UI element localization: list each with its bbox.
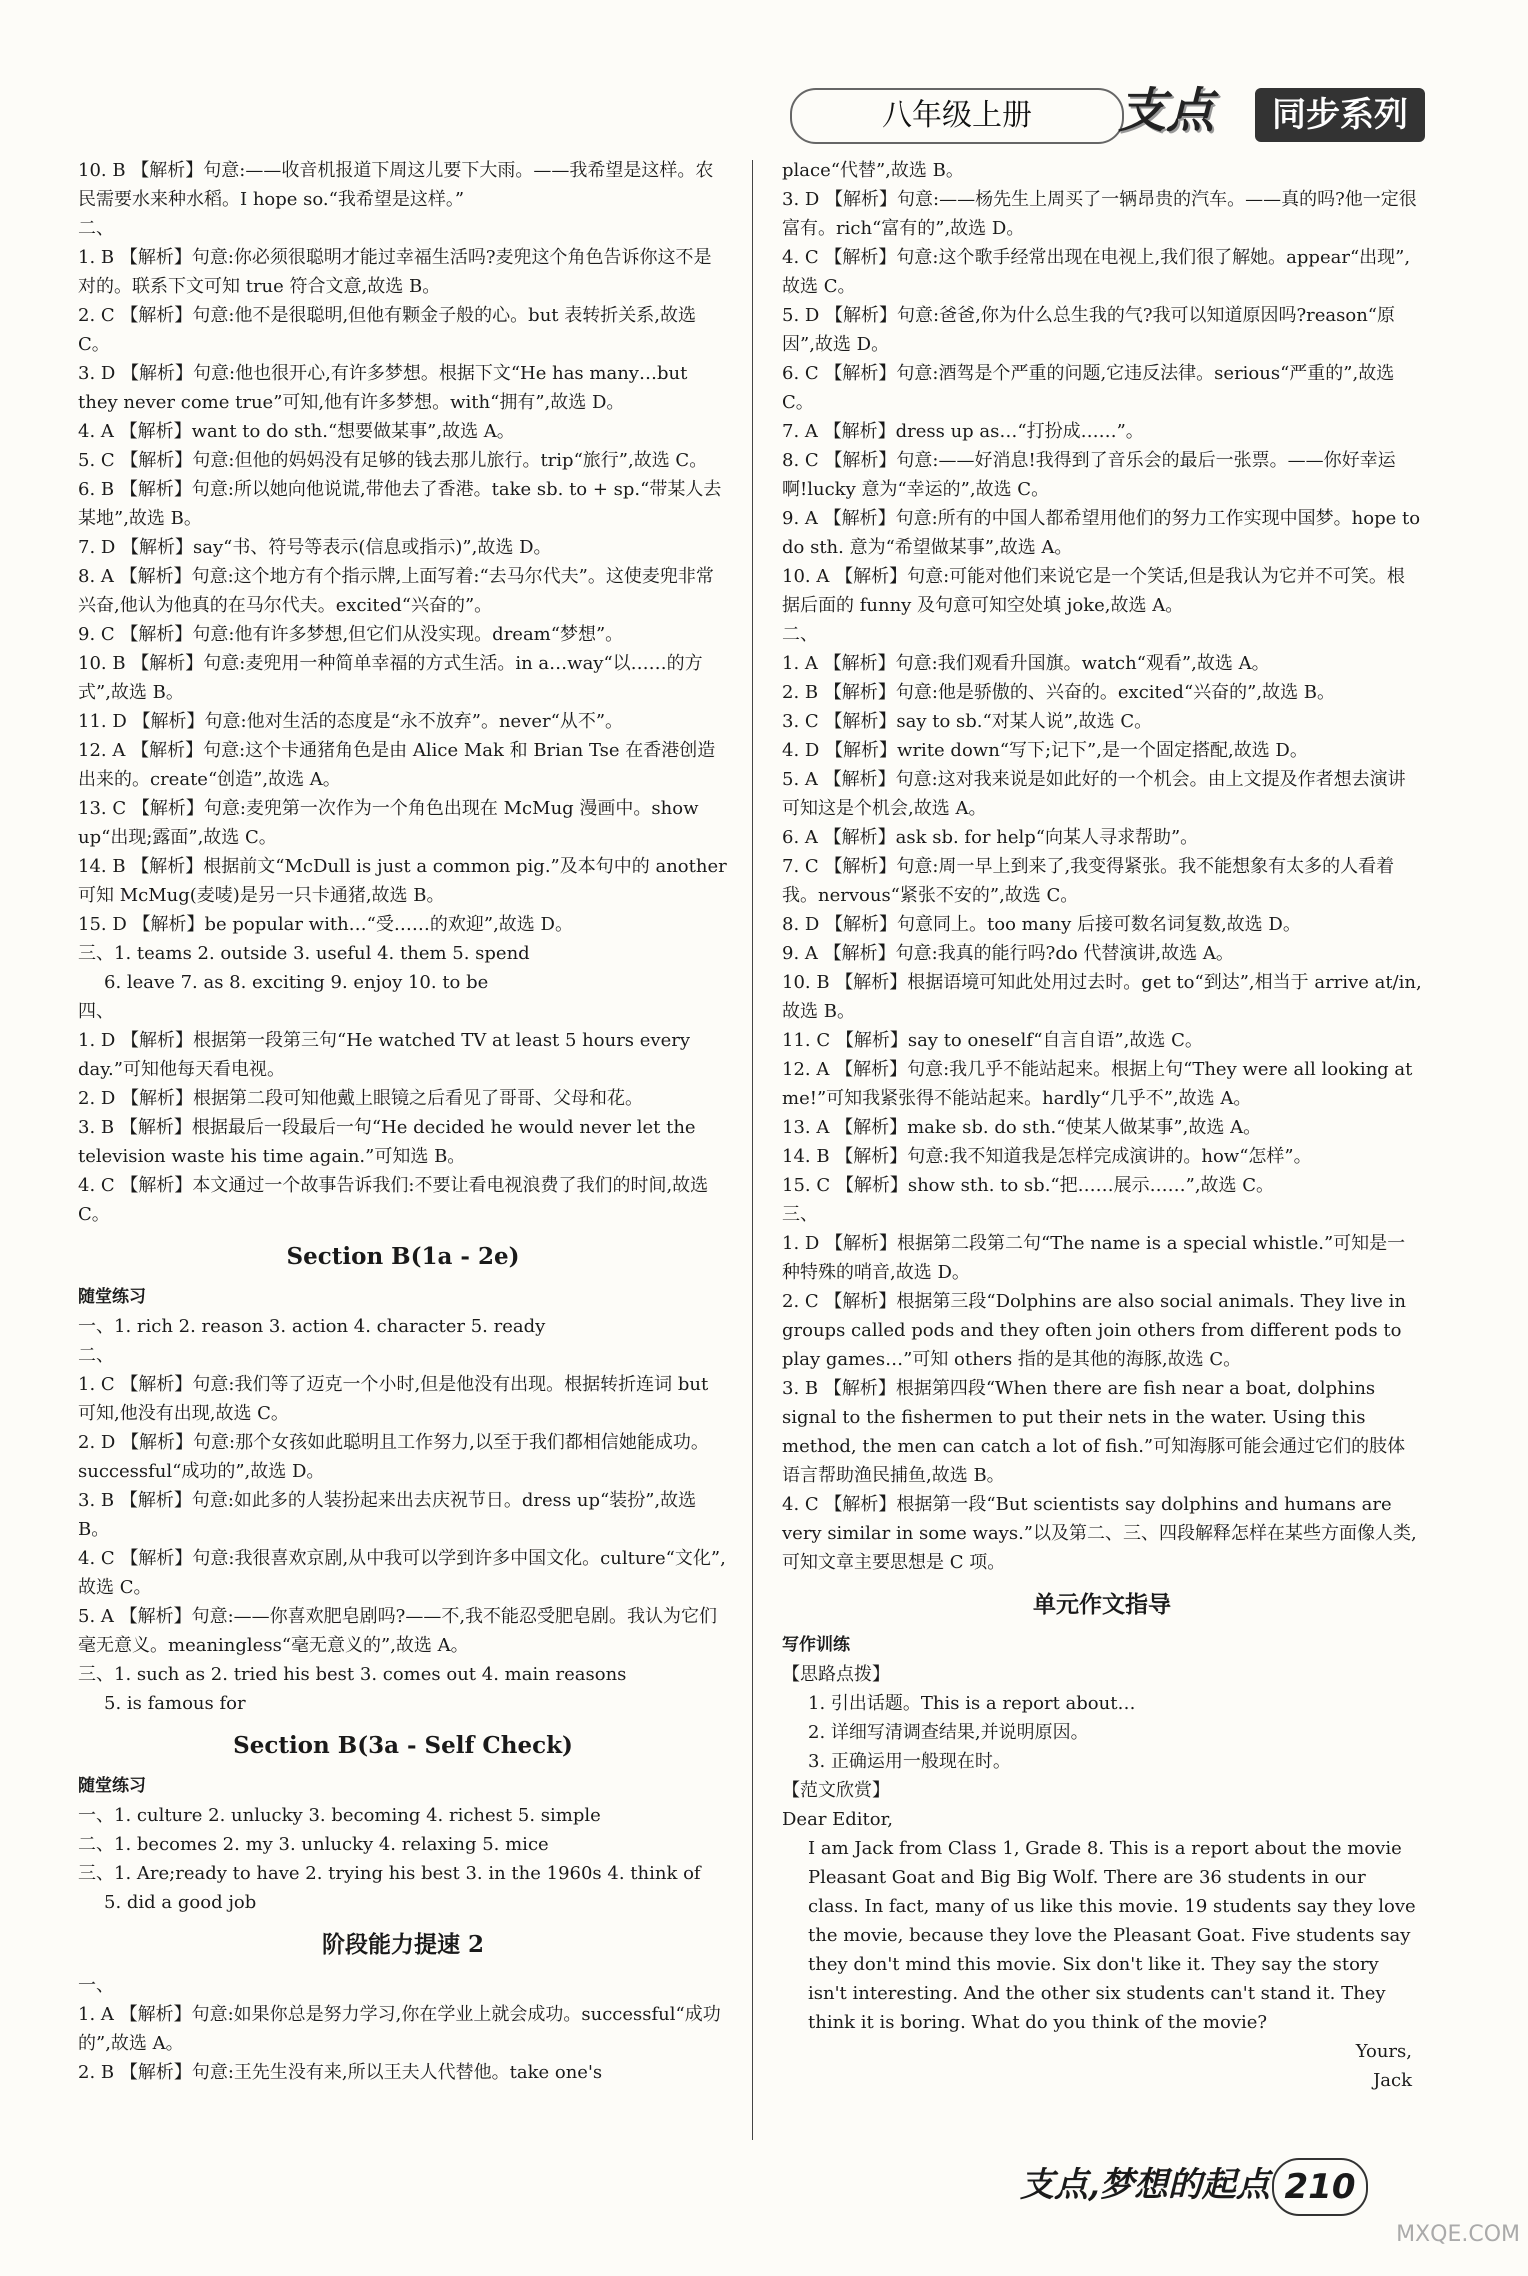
- answer-line: 4. C 【解析】本文通过一个故事告诉我们:不要让看电视浪费了我们的时间,故选 C。: [78, 1175, 709, 1225]
- answer-line: 12. A 【解析】句意:我几乎不能站起来。根据上句“They were all looking at me!”可知我紧张得不能站起来。hardly“几乎不”,故选 A。: [782, 1059, 1413, 1109]
- answer-line: 二、1. becomes 2. my 3. unlucky 4. relaxing 5. mice: [78, 1834, 549, 1855]
- answer-line: 4. C 【解析】句意:这个歌手经常出现在电视上,我们很了解她。appear“出现”,故选 C。: [782, 247, 1411, 297]
- answer-line: 3. C 【解析】say to sb.“对某人说”,故选 C。: [782, 711, 1153, 732]
- answer-line: 1. A 【解析】句意:如果你总是努力学习,你在学业上就会成功。successful“成功的”,故选 A。: [78, 2004, 721, 2054]
- answer-line: 四、: [78, 1001, 114, 1022]
- answer-line: 二、: [782, 624, 818, 645]
- answer-line: 7. A 【解析】dress up as…“打扮成……”。: [782, 421, 1144, 442]
- answer-line: 8. A 【解析】句意:这个地方有个指示牌,上面写着:“去马尔代夫”。这使麦兜非常兴奋,他认为他真的在马尔代夫。excited“兴奋的”。: [78, 566, 714, 616]
- answer-line: 一、1. rich 2. reason 3. action 4. character 5. ready: [78, 1316, 546, 1337]
- answer-line: 9. C 【解析】句意:他有许多梦想,但它们从没实现。dream“梦想”。: [78, 624, 624, 645]
- answer-line: Dear Editor,: [782, 1809, 893, 1830]
- answer-line: 4. C 【解析】根据第一段“But scientists say dolphins and humans are very similar in some ways.”以及第二、三、四段解释怎样在某些方面像人类,可知文章主要思想是 C 项。: [782, 1494, 1417, 1573]
- answer-line: 14. B 【解析】根据前文“McDull is just a common pig.”及本句中的 another 可知 McMug(麦唛)是另一只卡通猪,故选 B。: [78, 856, 727, 906]
- answer-line: 8. C 【解析】句意:——好消息!我得到了音乐会的最后一张票。——你好幸运啊!lucky 意为“幸运的”,故选 C。: [782, 450, 1396, 500]
- answer-line: 11. C 【解析】say to oneself“自言自语”,故选 C。: [782, 1030, 1203, 1051]
- section-title: 单元作文指导: [1033, 1591, 1171, 1618]
- answer-line: 【思路点拨】: [782, 1664, 890, 1685]
- answer-line: 5. did a good job: [104, 1892, 257, 1913]
- subsection-label: 写作训练: [782, 1635, 850, 1655]
- section-title: Section B(1a - 2e): [286, 1243, 520, 1270]
- series-label: 同步系列: [1255, 88, 1425, 142]
- answer-line: 4. D 【解析】write down“写下;记下”,是一个固定搭配,故选 D。: [782, 740, 1308, 761]
- answer-line: 3. 正确运用一般现在时。: [808, 1751, 1011, 1772]
- watermark: MXQE.COM: [1396, 2222, 1520, 2247]
- answer-line: 5. A 【解析】句意:——你喜欢肥皂剧吗?——不,我不能忍受肥皂剧。我认为它们毫无意义。meaningless“毫无意义的”,故选 A。: [78, 1606, 718, 1656]
- answer-line: 10. A 【解析】句意:可能对他们来说它是一个笑话,但是我认为它并不可笑。根据后面的 funny 及句意可知空处填 joke,故选 A。: [782, 566, 1405, 616]
- answer-line: 一、: [78, 1975, 114, 1996]
- answer-line: 2. C 【解析】句意:他不是很聪明,但他有颗金子般的心。but 表转折关系,故选 C。: [78, 305, 696, 355]
- answer-line: 8. D 【解析】句意同上。too many 后接可数名词复数,故选 D。: [782, 914, 1301, 935]
- answer-line: 三、1. Are;ready to have 2. trying his best 3. in the 1960s 4. think of: [78, 1863, 701, 1884]
- answer-line: 13. A 【解析】make sb. do sth.“使某人做某事”,故选 A。: [782, 1117, 1262, 1138]
- page-number: 210: [1272, 2158, 1368, 2216]
- answer-line: 2. B 【解析】句意:王先生没有来,所以王夫人代替他。take one's: [78, 2062, 603, 2083]
- answer-line: 1. 引出话题。This is a report about…: [808, 1693, 1136, 1714]
- answer-line: 二、: [78, 1345, 114, 1366]
- answer-line: 15. C 【解析】show sth. to sb.“把……展示……”,故选 C。: [782, 1175, 1275, 1196]
- answer-line: 3. D 【解析】句意:——杨先生上周买了一辆昂贵的汽车。——真的吗?他一定很富有。rich“富有的”,故选 D。: [782, 189, 1417, 239]
- answer-line: 5. D 【解析】句意:爸爸,你为什么总生我的气?我可以知道原因吗?reason“原因”,故选 D。: [782, 305, 1395, 355]
- subsection-label: 随堂练习: [78, 1287, 146, 1307]
- section-title: 阶段能力提速 2: [321, 1931, 484, 1958]
- answer-line: 10. B 【解析】句意:麦兜用一种简单幸福的方式生活。in a…way“以……的方式”,故选 B。: [78, 653, 703, 703]
- answer-line: 12. A 【解析】句意:这个卡通猪角色是由 Alice Mak 和 Brian Tse 在香港创造出来的。create“创造”,故选 A。: [78, 740, 716, 790]
- answer-line: 14. B 【解析】句意:我不知道我是怎样完成演讲的。how“怎样”。: [782, 1146, 1312, 1167]
- answer-line: 1. D 【解析】根据第一段第三句“He watched TV at least 5 hours every day.”可知他每天看电视。: [78, 1030, 691, 1080]
- grade-label: 八年级上册: [790, 88, 1124, 144]
- answer-line: place“代替”,故选 B。: [782, 160, 964, 181]
- page-header: [0, 0, 1528, 150]
- footer-slogan: 支点,梦想的起点: [1020, 2165, 1270, 2205]
- answer-line: 二、: [78, 218, 114, 239]
- answer-line: 2. D 【解析】根据第二段可知他戴上眼镜之后看见了哥哥、父母和花。: [78, 1088, 644, 1109]
- answer-line: 3. D 【解析】句意:他也很开心,有许多梦想。根据下文“He has many…but they never come true”可知,他有许多梦想。with“拥有”,故选 D。: [78, 363, 688, 413]
- answer-line: 2. 详细写清调查结果,并说明原因。: [808, 1722, 1089, 1743]
- answer-line: 三、1. such as 2. tried his best 3. comes out 4. main reasons: [78, 1664, 627, 1685]
- answer-line: 1. D 【解析】根据第二段第二句“The name is a special whistle.”可知是一种特殊的哨音,故选 D。: [782, 1233, 1406, 1283]
- answer-line: 1. A 【解析】句意:我们观看升国旗。watch“观看”,故选 A。: [782, 653, 1270, 674]
- answer-line: 10. B 【解析】根据语境可知此处用过去时。get to“到达”,相当于 arrive at/in,故选 B。: [782, 972, 1422, 1022]
- answer-line: 3. B 【解析】根据最后一段最后一句“He decided he would never let the television waste his time again.”可知选 B。: [78, 1117, 696, 1167]
- answer-line: 7. C 【解析】句意:周一早上到来了,我变得紧张。我不能想象有太多的人看着我。nervous“紧张不安的”,故选 C。: [782, 856, 1395, 906]
- answer-line: 3. B 【解析】根据第四段“When there are fish near a boat, dolphins signal to the fishermen to put their nets in the water. Using this method, the men can catch a lot of fish.”可知海豚可能会通过它们的肢体语言帮助渔民捕鱼,故选 B。: [782, 1378, 1406, 1486]
- answer-line: 2. B 【解析】句意:他是骄傲的、兴奋的。excited“兴奋的”,故选 B。: [782, 682, 1336, 703]
- answer-line: 三、1. teams 2. outside 3. useful 4. them 5. spend: [78, 943, 530, 964]
- answer-line: 三、: [782, 1204, 818, 1225]
- answer-line: 5. C 【解析】句意:但他的妈妈没有足够的钱去那儿旅行。trip“旅行”,故选 C。: [78, 450, 708, 471]
- answer-line: 9. A 【解析】句意:我真的能行吗?do 代替演讲,故选 A。: [782, 943, 1234, 964]
- answer-line: 5. is famous for: [104, 1693, 246, 1714]
- answer-line: 10. B 【解析】句意:——收音机报道下周这儿要下大雨。——我希望是这样。农民需要水来种水稻。I hope so.“我希望是这样。”: [78, 160, 714, 210]
- answer-line: Yours,: [1355, 2041, 1412, 2062]
- answer-line: 1. C 【解析】句意:我们等了迈克一个小时,但是他没有出现。根据转折连词 but 可知,他没有出现,故选 C。: [78, 1374, 709, 1424]
- section-title: Section B(3a - Self Check): [233, 1732, 573, 1759]
- answer-line: 6. A 【解析】ask sb. for help“向某人寻求帮助”。: [782, 827, 1199, 848]
- column-divider: [752, 160, 753, 2140]
- answer-line: 7. D 【解析】say“书、符号等表示(信息或指示)”,故选 D。: [78, 537, 552, 558]
- answer-line: 6. leave 7. as 8. exciting 9. enjoy 10. to be: [104, 972, 489, 993]
- answer-line: 4. C 【解析】句意:我很喜欢京剧,从中我可以学到许多中国文化。culture“文化”,故选 C。: [78, 1548, 726, 1598]
- answer-line: 2. D 【解析】句意:那个女孩如此聪明且工作努力,以至于我们都相信她能成功。successful“成功的”,故选 D。: [78, 1432, 709, 1482]
- answer-line: 6. B 【解析】句意:所以她向他说谎,带他去了香港。take sb. to + sp.“带某人去某地”,故选 B。: [78, 479, 722, 529]
- answer-line: 【范文欣赏】: [782, 1780, 890, 1801]
- left-column: [78, 156, 728, 2087]
- answer-line: 6. C 【解析】句意:酒驾是个严重的问题,它违反法律。serious“严重的”,故选 C。: [782, 363, 1395, 413]
- answer-line: I am Jack from Class 1, Grade 8. This is a report about the movie Pleasant Goat and Big Big Wolf. There are 36 students in our class. In fact, many of us like this movie. 19 students say they love the movie, because they love the Pleasant Goat. Five students say they don't mind this movie. Six don't like it. They say the story isn't interesting. And the other six students can't stand it. They think it is boring. What do you think of the movie?: [808, 1838, 1416, 2033]
- answer-line: 9. A 【解析】句意:所有的中国人都希望用他们的努力工作实现中国梦。hope to do sth. 意为“希望做某事”,故选 A。: [782, 508, 1421, 558]
- answer-line: 15. D 【解析】be popular with…“受……的欢迎”,故选 D。: [78, 914, 573, 935]
- answer-line: 1. B 【解析】句意:你必须很聪明才能过幸福生活吗?麦兜这个角色告诉你这不是对的。联系下文可知 true 符合文意,故选 B。: [78, 247, 712, 297]
- answer-line: 3. B 【解析】句意:如此多的人装扮起来出去庆祝节日。dress up“装扮”,故选 B。: [78, 1490, 697, 1540]
- answer-line: 一、1. culture 2. unlucky 3. becoming 4. richest 5. simple: [78, 1805, 601, 1826]
- answer-line: Jack: [1373, 2070, 1412, 2091]
- right-column: [782, 156, 1422, 2095]
- answer-line: 13. C 【解析】句意:麦兜第一次作为一个角色出现在 McMug 漫画中。show up“出现;露面”,故选 C。: [78, 798, 699, 848]
- answer-line: 4. A 【解析】want to do sth.“想要做某事”,故选 A。: [78, 421, 515, 442]
- subsection-label: 随堂练习: [78, 1776, 146, 1796]
- brand-logo: 支点: [1118, 83, 1215, 139]
- answer-line: 5. A 【解析】句意:这对我来说是如此好的一个机会。由上文提及作者想去演讲可知这是个机会,故选 A。: [782, 769, 1406, 819]
- answer-line: 2. C 【解析】根据第三段“Dolphins are also social animals. They live in groups called pods and they often join others from different pods to play games…”可知 others 指的是其他的海豚,故选 C。: [782, 1291, 1407, 1370]
- answer-line: 11. D 【解析】句意:他对生活的态度是“永不放弃”。never“从不”。: [78, 711, 624, 732]
